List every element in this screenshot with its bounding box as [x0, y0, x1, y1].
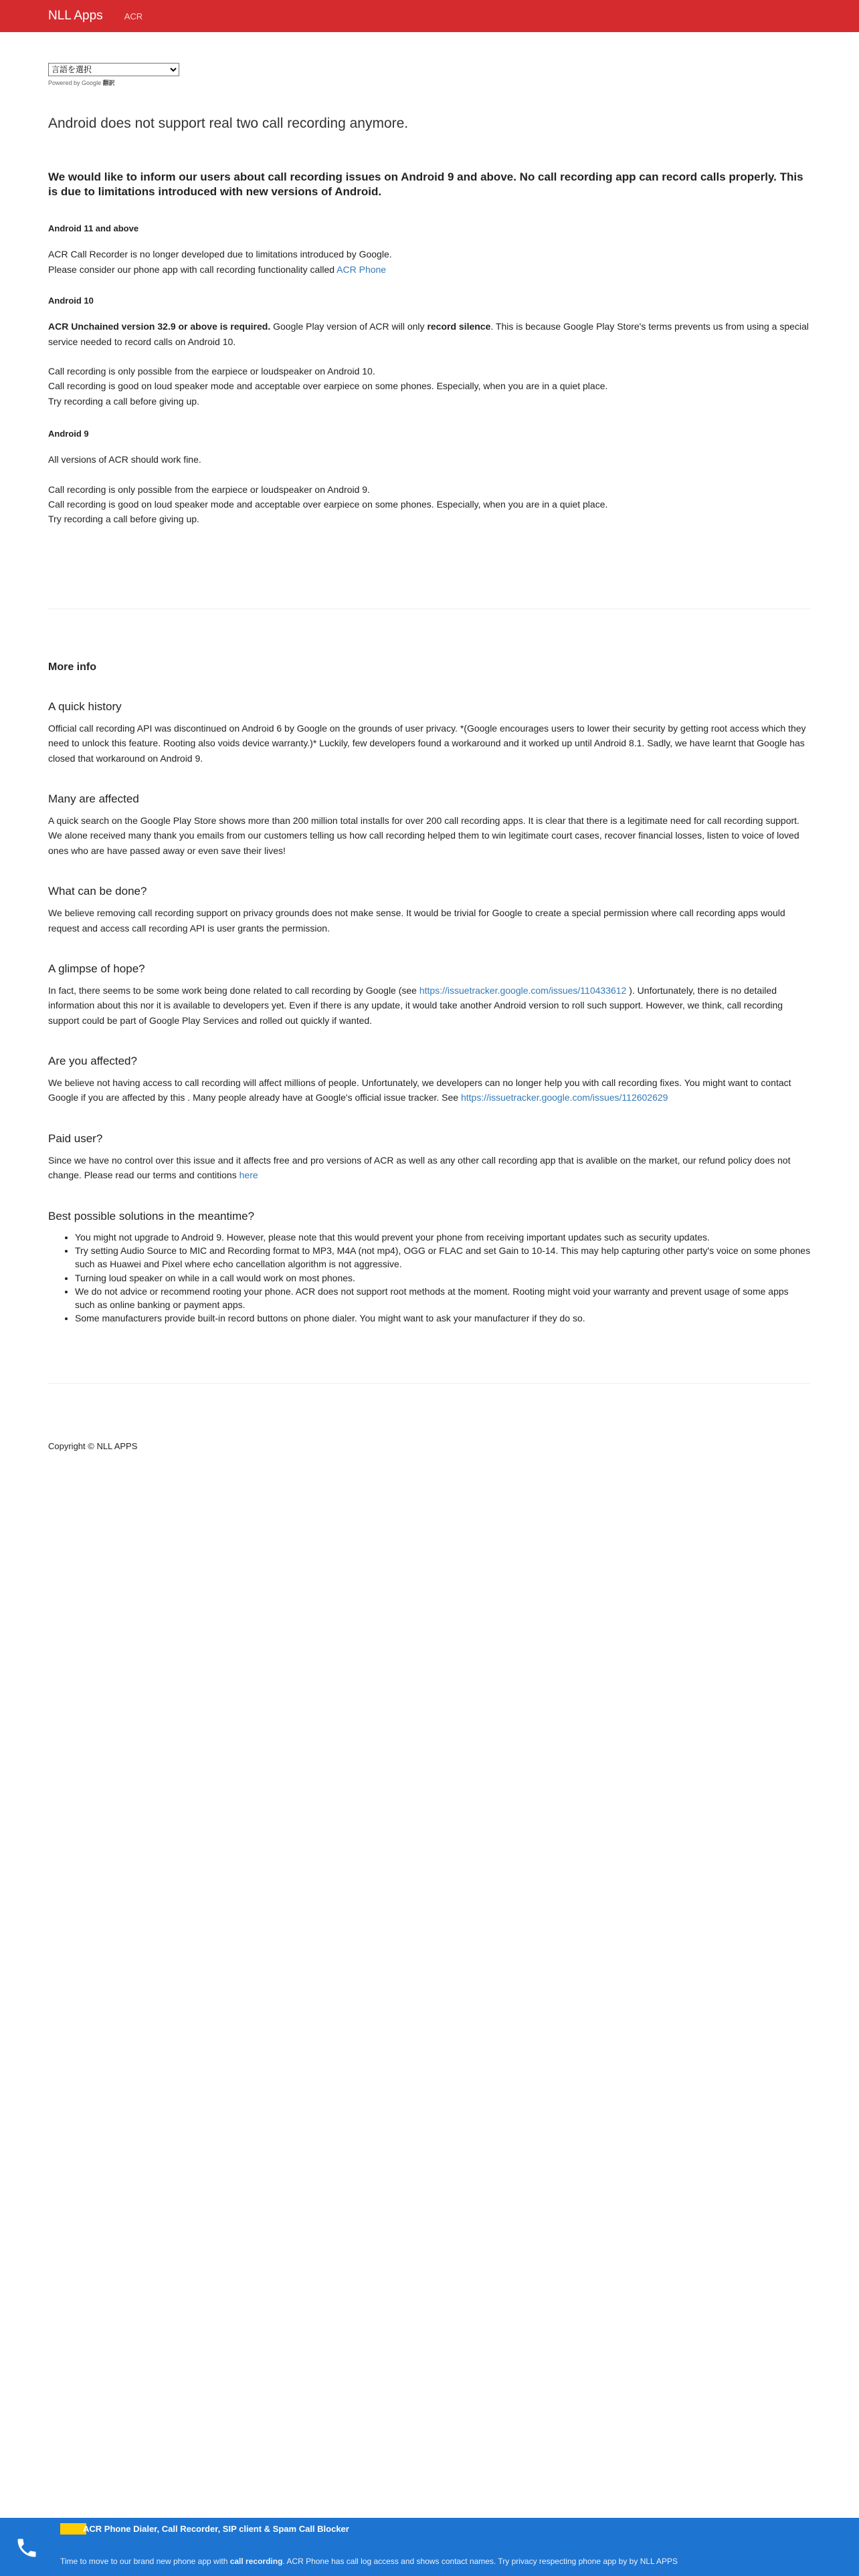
android-9-status: All versions of ACR should work fine. [48, 454, 201, 465]
what-can-be-done-heading: What can be done? [48, 885, 147, 898]
heading-android-9: Android 9 [48, 429, 89, 439]
copyright: Copyright © NLL APPS [48, 1440, 138, 1451]
many-affected-heading: Many are affected [48, 792, 139, 805]
heading-android-11: Android 11 and above [48, 223, 139, 234]
section-android-9 [48, 429, 811, 527]
headline: We would like to inform our users about call recording issues on Android 9 and above. No call recording app can record calls properly. This is due to limitations introduced with new versions of Android. [48, 170, 803, 199]
paid-user-text: Since we have no control over this issue and it affects free and pro versions of ACR as well as any other call recording app that is avalible on the market, our refund policy does not change. Please read our terms and contitions here [48, 1154, 791, 1181]
are-you-affected-heading: Are you affected? [48, 1055, 137, 1068]
navbar [0, 0, 859, 32]
translate-widget [48, 63, 811, 87]
many-affected-text: A quick search on the Google Play Store shows more than 200 million total installs for over 200 call recording apps. It is clear that there is a legitimate need for call recording support. We alone received many thank you emails from our customers telling us how call recording helped them to win legitimate court cases, recover financial losses, listen to voice of loved ones who are have passed away or even save their lives! [48, 815, 799, 856]
glimpse-of-hope-heading: A glimpse of hope? [48, 962, 145, 975]
phone-icon [15, 2536, 39, 2560]
android-10-notes: Call recording is only possible from the earpiece or loudspeaker on Android 10. Call recording is good on loud speaker mode and acceptable over earpiece on some phones. Especially, when you are in a quiet place. Try recording a call before giving up. [48, 366, 608, 407]
main-content [0, 63, 859, 1454]
list-item: • You might not upgrade to Android 9. However, please note that this would prevent your phone from receiving important updates such as security updates. [75, 1230, 811, 1244]
paid-user-heading: Paid user? [48, 1132, 103, 1145]
list-item: • Some manufacturers provide built-in record buttons on phone dialer. You might want to ask your manufacturer if they do so. [75, 1311, 811, 1325]
terms-link[interactable]: here [239, 1170, 258, 1181]
solutions-list [48, 1230, 811, 1325]
more-info-section [48, 700, 811, 1325]
language-select[interactable] [48, 63, 179, 76]
lead-text: Android does not support real two call recording anymore. [48, 116, 409, 131]
brand-link[interactable]: NLL Apps [48, 9, 103, 23]
acr-phone-link[interactable]: ACR Phone [337, 263, 387, 275]
what-can-be-done-text: We believe removing call recording support on privacy grounds does not make sense. It would be trivial for Google to create a special permission where call recording apps would request and access call recording API is user grants the permission. [48, 907, 785, 934]
banner-title[interactable]: ACR Phone Dialer, Call Recorder, SIP client & Spam Call Blocker [83, 2524, 349, 2534]
android-9-notes: Call recording is only possible from the earpiece or loudspeaker on Android 9. Call recording is good on loud speaker mode and acceptable over earpiece on some phones. Especially, when you are in a quiet place. Try recording a call before giving up. [48, 484, 608, 525]
best-solutions-heading: Best possible solutions in the meantime? [48, 1209, 255, 1222]
issue-tracker-link-1[interactable]: https://issuetracker.google.com/issues/110433612 [419, 984, 627, 996]
section-android-10 [48, 296, 811, 409]
new-badge: NEW [60, 2523, 86, 2535]
nav-acr-link[interactable]: ACR [124, 11, 143, 21]
list-item: • Try setting Audio Source to MIC and Recording format to MP3, M4A (not mp4), OGG or FLAC and set Gain to 10-14. This may help capturing other party's voice on some phones such as Huawei and Pixel where echo cancellation algorithm is not aggressive. [75, 1244, 811, 1271]
history-text: Official call recording API was discontinued on Android 6 by Google on the grounds of user privacy. *(Google encourages users to lower their security by getting root access which they need to unlock this feature. Rooting also voids device warranty.)* Luckily, few developers found a workaround and it worked up until Android 8.1. Sadly, we have learnt that Google has closed that workaround on Android 9. [48, 722, 806, 764]
glimpse-of-hope-text: In fact, there seems to be some work being done related to call recording by Google (see https://issuetracker.google.com/issues/110433612 ). Unfortunately, there is no detailed information about this nor it is available to developers yet. Even if there is any update, it would take another Android version to roll such support. However, we think, call recording support could be part of Google Play Services and rolled out quickly if wanted. [48, 984, 783, 1026]
translate-link[interactable]: 翻訳 [102, 80, 115, 86]
are-you-affected-text: We believe not having access to call recording will affect millions of people. Unfortunately, we developers can no longer help you with call recording fixes. You might want to contact Google if you are affected by this . Many people already have at Google's official issue tracker. See https://issuetracker.google.com/issues/112602629 [48, 1077, 791, 1103]
more-info-heading: More info [48, 661, 96, 673]
divider [48, 1383, 811, 1384]
android-11-text: ACR Call Recorder is no longer developed due to limitations introduced by Google. Please consider our phone app with call recording functionality called ACR Phone [48, 249, 392, 275]
android-10-requirement: ACR Unchained version 32.9 or above is required. Google Play version of ACR will only record silence. This is because Google Play Store's terms prevents us from using a special service needed to record calls on Android 10. [48, 321, 809, 347]
section-android-11 [48, 223, 811, 277]
list-item: • We do not advice or recommend rooting your phone. ACR does not support root methods at the moment. Rooting might void your warranty and prevent usage of some apps such as online banking or payment apps. [75, 1285, 811, 1312]
issue-tracker-link-2[interactable]: https://issuetracker.google.com/issues/112602629 [460, 1092, 668, 1103]
list-item: • Turning loud speaker on while in a call would work on most phones. [75, 1271, 811, 1285]
banner-text: Time to move to our brand new phone app with call recording. ACR Phone has call log access and shows contact names. Try privacy respecting phone app by by NLL APPS [60, 2557, 678, 2566]
heading-android-10: Android 10 [48, 296, 94, 306]
history-heading: A quick history [48, 700, 122, 713]
promo-banner[interactable] [0, 2518, 859, 2576]
powered-by-google: Powered by Google 翻訳 [48, 80, 115, 86]
